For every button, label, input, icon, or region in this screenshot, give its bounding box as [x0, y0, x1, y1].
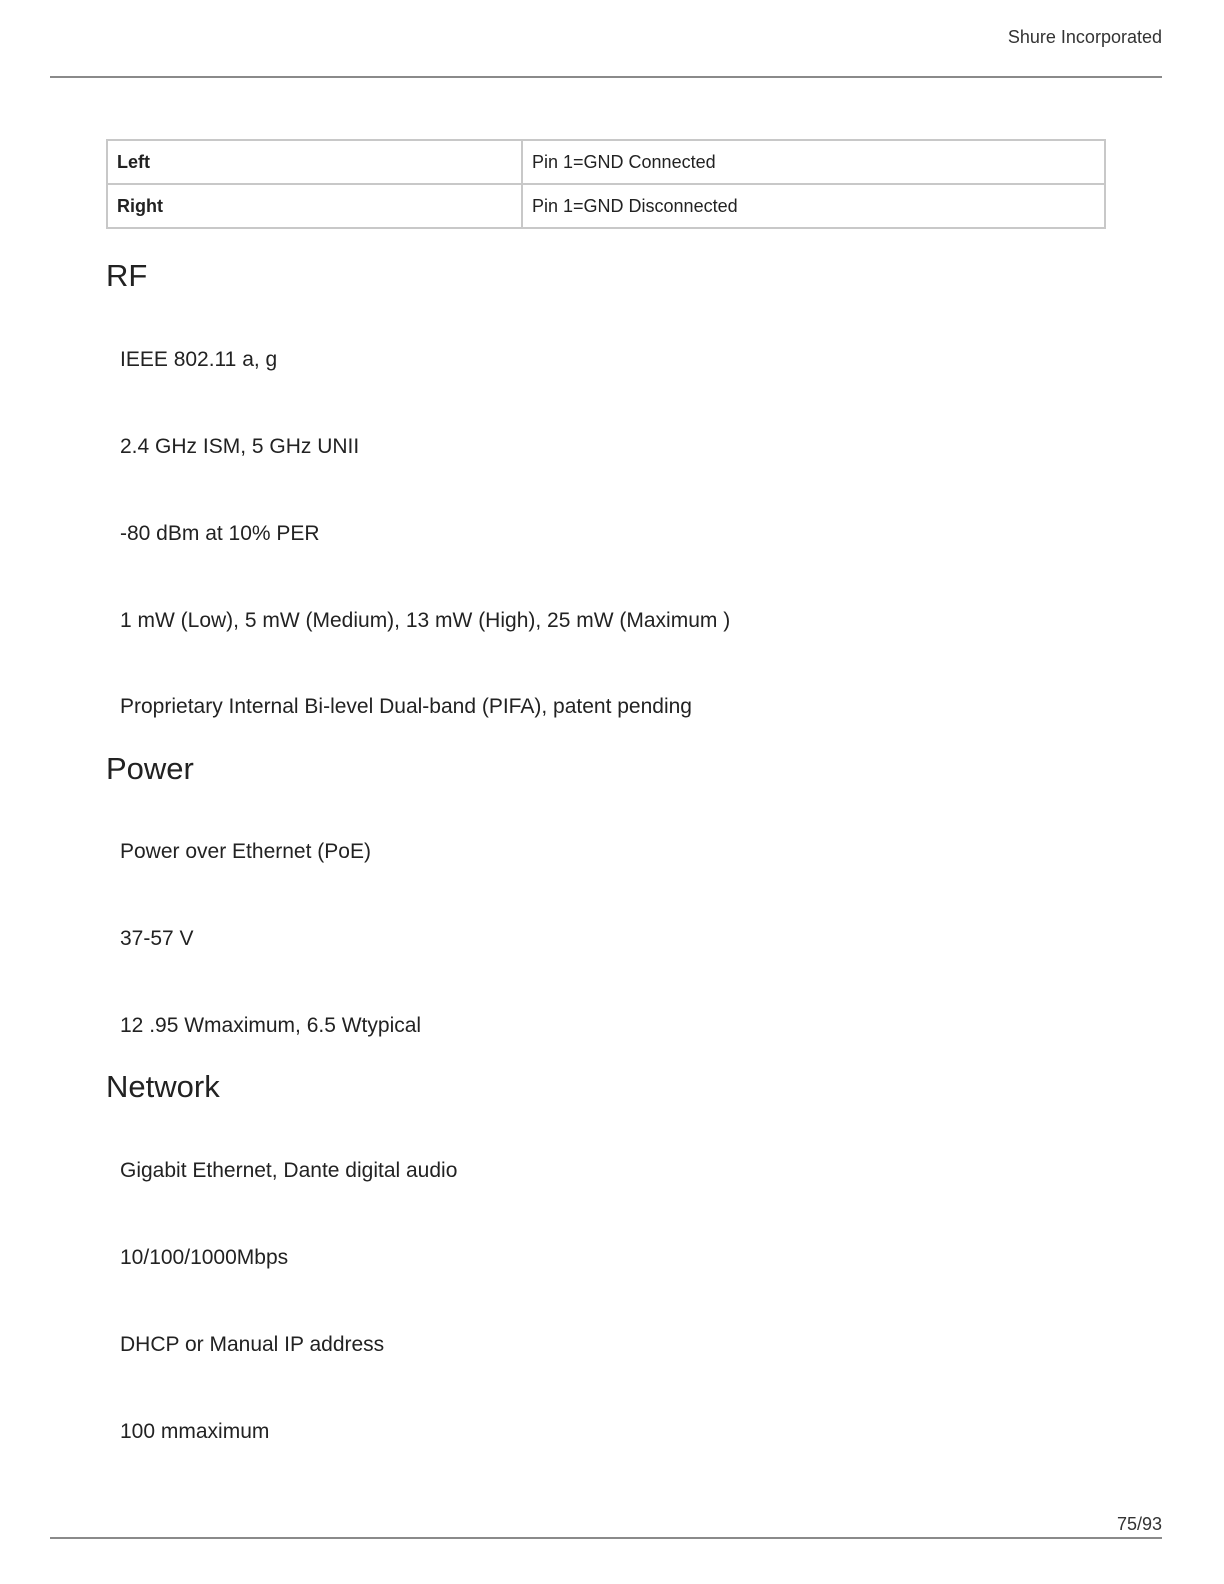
table-cell-label: Right	[107, 184, 522, 228]
table-cell-value: Pin 1=GND Disconnected	[522, 184, 1105, 228]
power-section-heading: Power	[106, 751, 194, 786]
rf-spec-value: -80 dBm at 10% PER	[120, 522, 320, 545]
header-divider	[50, 76, 1162, 78]
ground-lift-table	[106, 139, 1106, 229]
rf-spec-value: 2.4 GHz ISM, 5 GHz UNII	[120, 435, 360, 458]
table-row	[107, 184, 1105, 228]
page-number: 75/93	[1116, 1514, 1162, 1534]
rf-spec-value: IEEE 802.11 a, g	[120, 348, 278, 371]
header-company-name: Shure Incorporated	[1007, 27, 1162, 47]
network-spec-value: 10/100/1000Mbps	[120, 1246, 289, 1269]
network-spec-value: DHCP or Manual IP address	[120, 1333, 385, 1356]
table-cell-value: Pin 1=GND Connected	[522, 140, 1105, 184]
power-spec-value: Power over Ethernet (PoE)	[120, 840, 371, 863]
rf-spec-value: Proprietary Internal Bi-level Dual-band (PIFA), patent pending	[120, 695, 692, 718]
rf-section-heading: RF	[106, 258, 148, 293]
network-spec-value: Gigabit Ethernet, Dante digital audio	[120, 1159, 458, 1182]
power-spec-value: 37-57 V	[120, 927, 194, 950]
footer-divider	[50, 1537, 1162, 1539]
table-cell-label: Left	[107, 140, 522, 184]
table-row	[107, 140, 1105, 184]
power-spec-value: 12 .95 Wmaximum, 6.5 Wtypical	[120, 1014, 422, 1037]
rf-spec-value: 1 mW (Low), 5 mW (Medium), 13 mW (High), 25 mW (Maximum )	[120, 609, 731, 632]
network-spec-value: 100 mmaximum	[120, 1420, 270, 1443]
network-section-heading: Network	[106, 1069, 220, 1104]
